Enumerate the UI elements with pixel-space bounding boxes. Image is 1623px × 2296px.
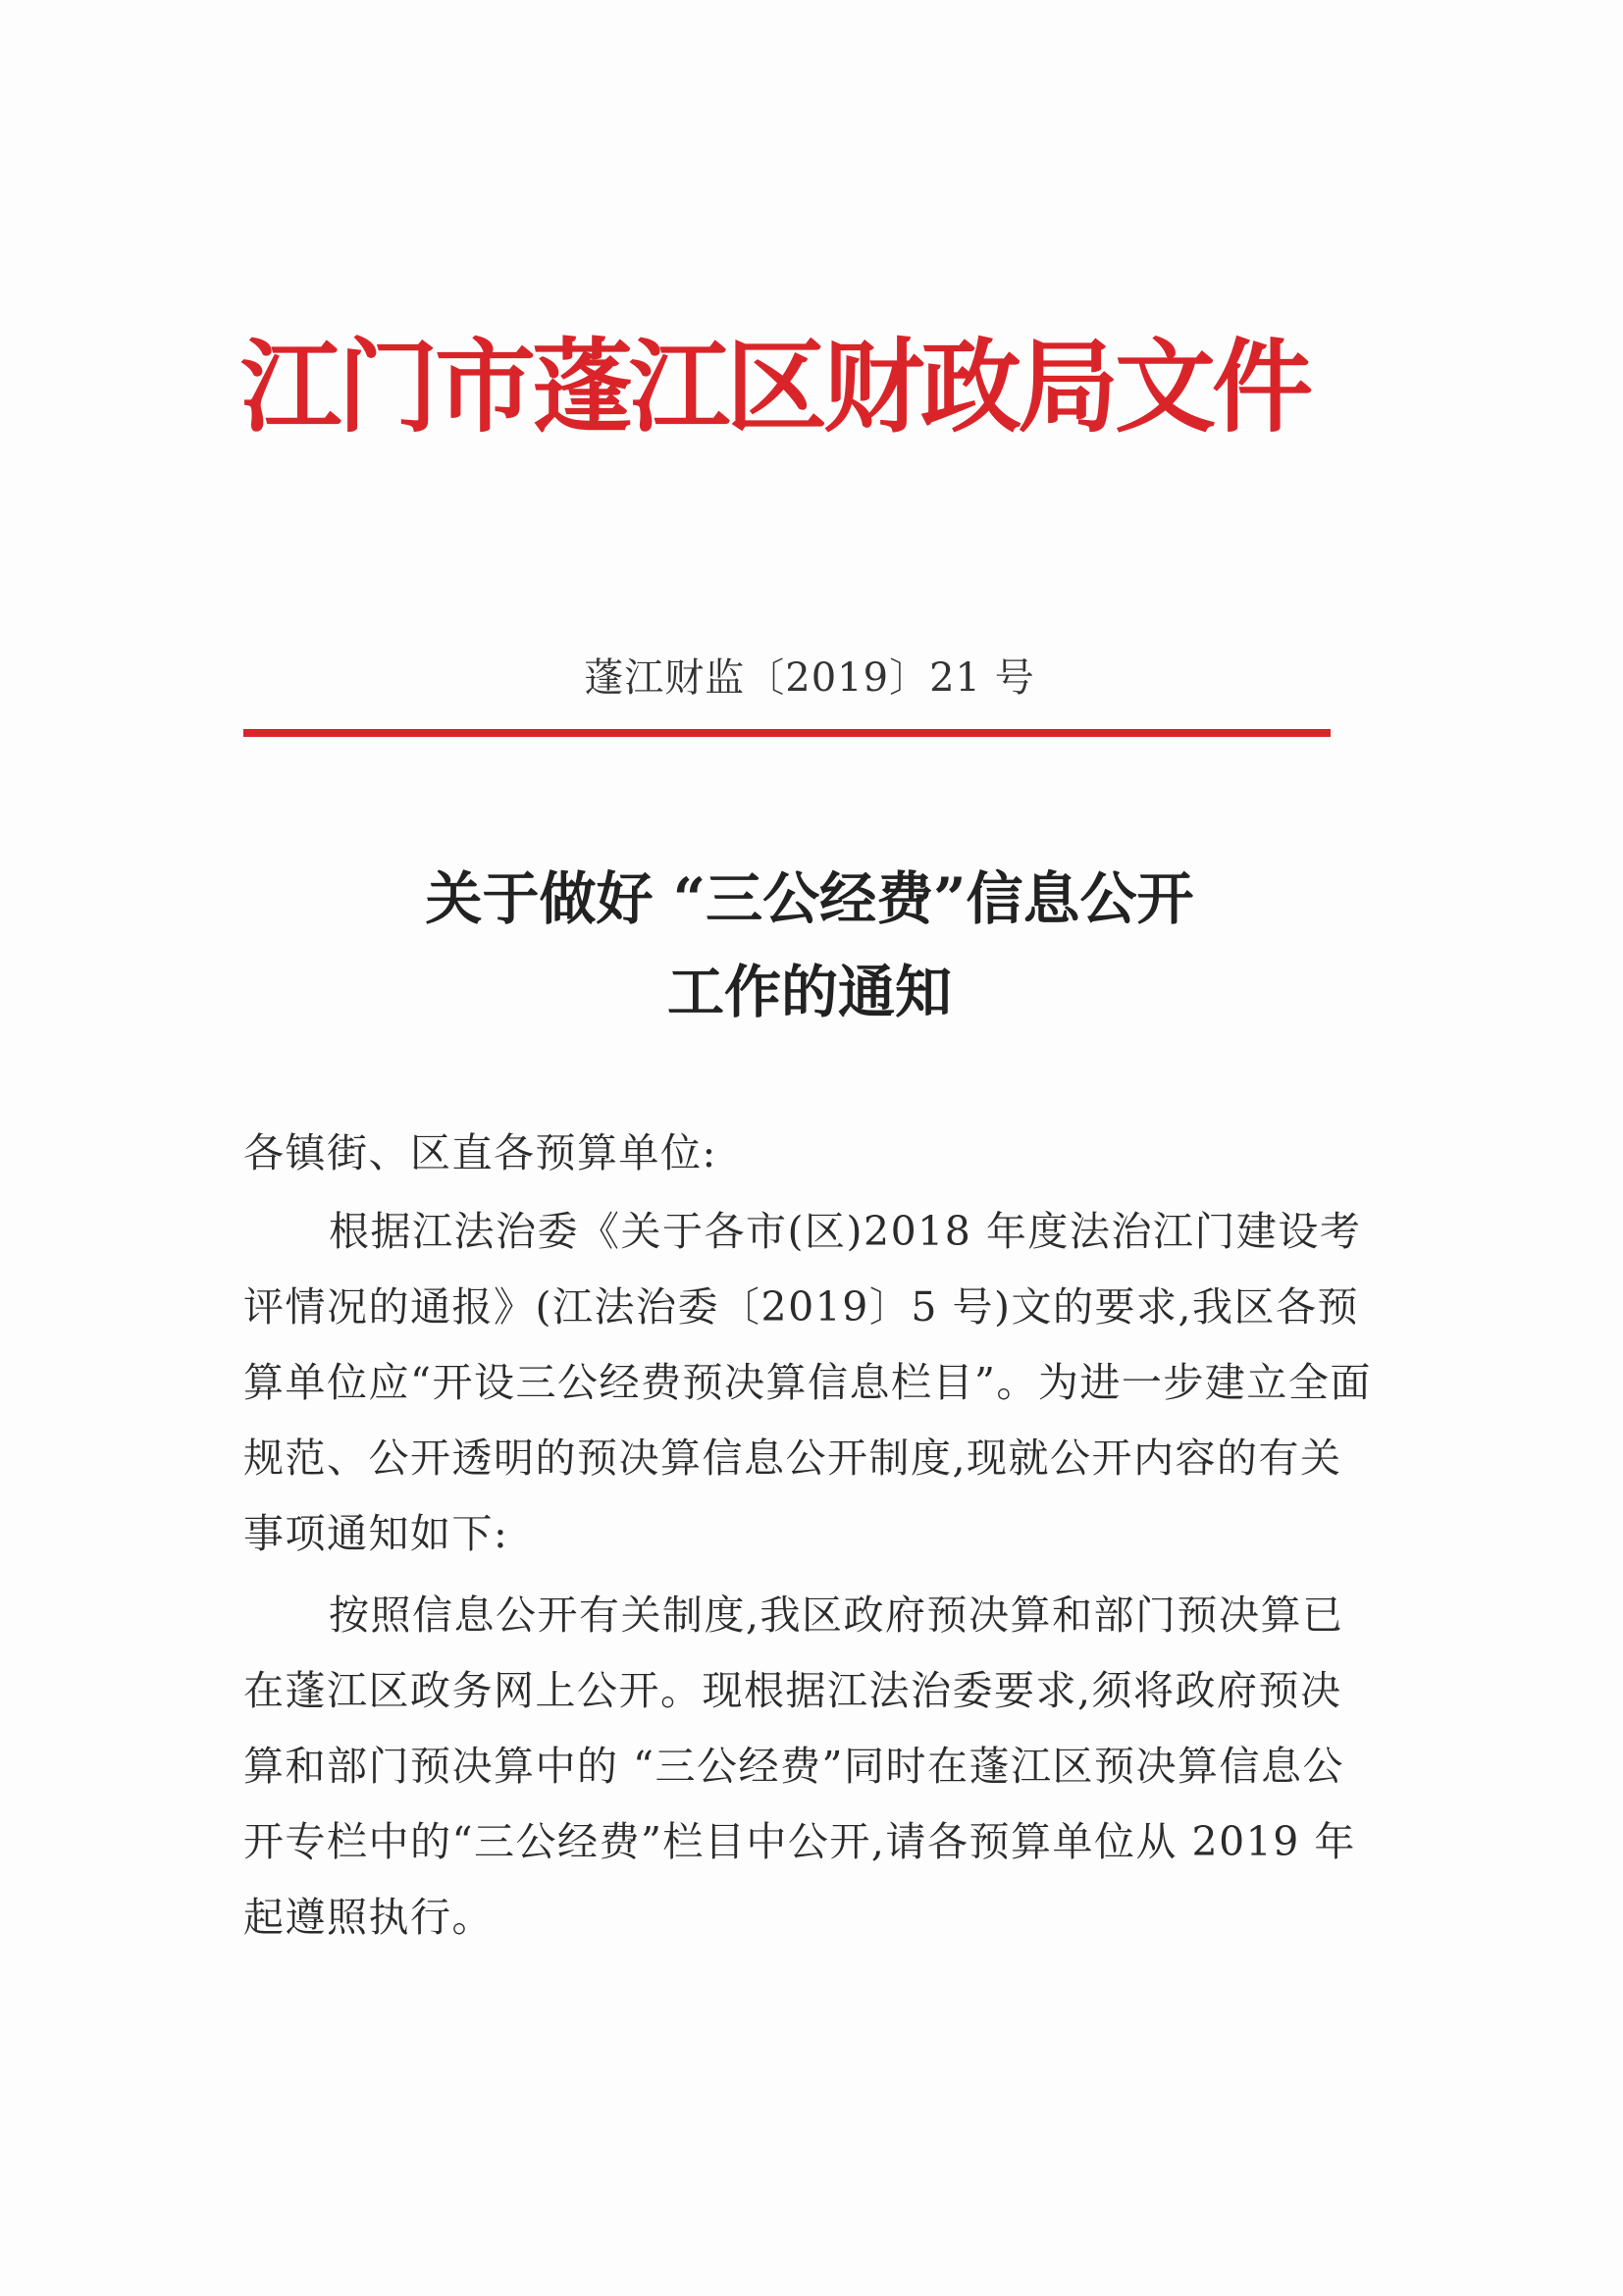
paragraph-1-line-3: 算单位应“开设三公经费预决算信息栏目”。为进一步建立全面 — [243, 1359, 1372, 1406]
issuer-header-title: 江门市蓬江区财政局文件 — [240, 328, 1309, 446]
paragraph-1-line-5: 事项通知如下: — [243, 1510, 509, 1557]
document-number: 蓬江财监〔2019〕21 号 — [584, 655, 1035, 701]
paragraph-1-line-4: 规范、公开透明的预决算信息公开制度,现就公开内容的有关 — [243, 1435, 1342, 1482]
paragraph-2-line-2: 在蓬江区政务网上公开。现根据江法治委要求,须将政府预决 — [243, 1667, 1342, 1714]
notice-title-line-2: 工作的通知 — [666, 959, 952, 1025]
red-divider-line — [243, 729, 1331, 737]
paragraph-2-line-3: 算和部门预决算中的 “三公经费”同时在蓬江区预决算信息公 — [243, 1743, 1344, 1790]
salutation: 各镇街、区直各预算单位: — [243, 1129, 717, 1176]
notice-title-line-1: 关于做好 “三公经费”信息公开 — [425, 865, 1194, 932]
paragraph-2-line-4: 开专栏中的“三公经费”栏目中公开,请各预算单位从 2019 年 — [243, 1818, 1356, 1865]
paragraph-2-line-1: 按照信息公开有关制度,我区政府预决算和部门预决算已 — [329, 1592, 1344, 1639]
paragraph-1-line-2: 评情况的通报》(江法治委〔2019〕5 号)文的要求,我区各预 — [243, 1283, 1359, 1331]
paragraph-2-line-5: 起遵照执行。 — [243, 1894, 494, 1941]
paragraph-1-line-1: 根据江法治委《关于各市(区)2018 年度法治江门建设考 — [329, 1208, 1362, 1255]
